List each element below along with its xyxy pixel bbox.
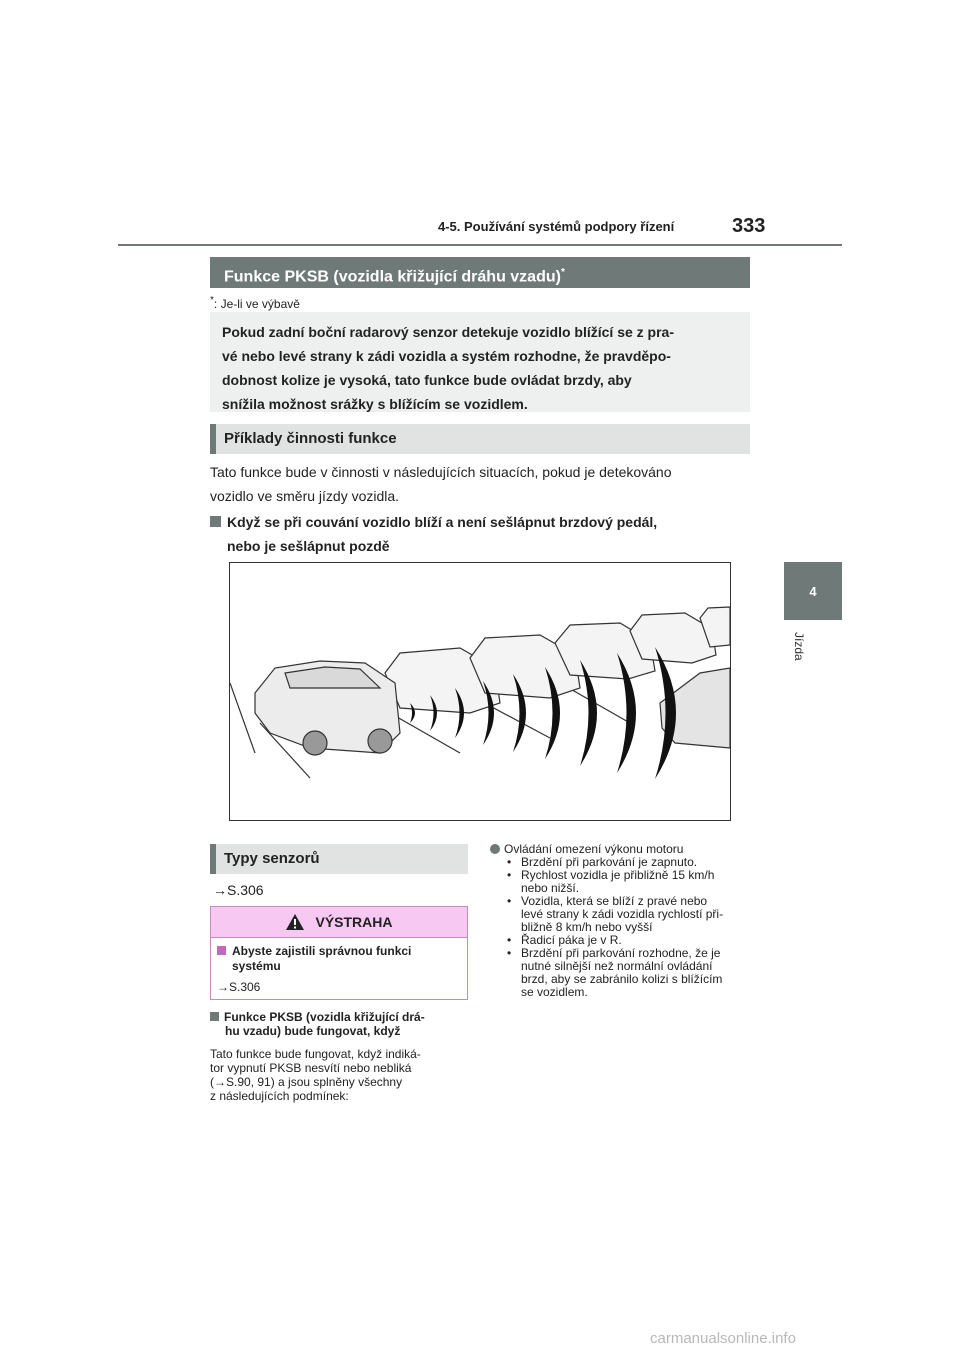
bullet-line: bližně 8 km/h nebo vyšší — [521, 920, 653, 934]
page-number: 333 — [732, 215, 766, 237]
bullet-line: Rychlost vozidla je přibližně 15 km/h — [521, 868, 715, 882]
warning-box — [210, 906, 468, 1000]
bullet-line: brzd, aby se zabránilo kolizi s blížícím — [521, 972, 723, 986]
warning-item — [217, 944, 461, 974]
section-title: 4-5. Používání systémů podpory řízení — [438, 219, 675, 234]
main-heading — [210, 257, 750, 288]
conditions-line: z následujících podmínek: — [210, 1089, 349, 1103]
engine-limit-section — [490, 843, 760, 999]
bullet-line: nebo nižší. — [521, 881, 580, 895]
main-heading-text: Funkce PKSB (vozidla křižující dráhu vzadu) — [224, 268, 561, 286]
examples-text — [210, 460, 750, 508]
main-heading-mark: * — [560, 267, 565, 278]
warning-triangle-icon — [285, 913, 305, 931]
intro-line: dobnost kolize je vysoká, tato funkce bude ovládat brzdy, aby — [222, 372, 632, 388]
warning-ref-link[interactable]: →S.306 — [217, 980, 261, 994]
warning-title: VÝSTRAHA — [315, 914, 393, 930]
bullet-line: Řadicí páka je v R. — [521, 933, 622, 947]
case-heading-line: Když se při couvání vozidlo blíží a není sešlápnut brzdový pedál, — [227, 514, 658, 530]
bullet-line: Brzdění při parkování je zapnuto. — [521, 855, 698, 869]
intro-line: snížila možnost srážky s blížícím se vozidlem. — [222, 396, 528, 412]
rear-cross-traffic-illustration — [229, 562, 731, 821]
header-rule — [118, 244, 842, 246]
examples-line: vozidlo ve směru jízdy vozidla. — [210, 488, 400, 504]
conditions-heading-line: hu vzadu) bude fungovat, když — [225, 1024, 401, 1038]
footnote-text: : Je-li ve výbavě — [213, 297, 300, 311]
sensor-ref-link[interactable]: →S.306 — [213, 882, 264, 898]
square-bullet-icon — [210, 516, 221, 527]
engine-limit-heading-text: Ovládání omezení výkonu motoru — [504, 842, 684, 856]
conditions-line: tor vypnutí PKSB nesvítí nebo nebliká — [210, 1061, 412, 1075]
parking-scene-image — [230, 563, 730, 820]
chapter-label: Jízda — [792, 632, 806, 661]
bullet-line: Brzdění při parkování rozhodne, že je — [521, 946, 721, 960]
conditions-heading-line: Funkce PKSB (vozidla křižující drá- — [224, 1010, 425, 1024]
bullet-line: Vozidla, která se blíží z pravé nebo — [521, 894, 708, 908]
conditions-heading — [210, 1010, 468, 1038]
examples-heading: Příklady činnosti funkce — [210, 424, 750, 454]
footnote-mark: * — [210, 295, 214, 306]
watermark: carmanualsonline.info — [650, 1330, 796, 1347]
warning-body — [211, 938, 467, 995]
condition-bullet — [490, 947, 760, 999]
chapter-tab[interactable]: 4 — [784, 562, 842, 620]
footnote — [210, 295, 300, 311]
warning-header — [211, 907, 467, 938]
bullet-line: nutné silnější než normální ovládání — [521, 959, 713, 973]
bullet-line: se vozidlem. — [521, 985, 588, 999]
examples-line: Tato funkce bude v činnosti v následujících situacích, pokud je detekováno — [210, 464, 672, 480]
intro-box — [210, 312, 750, 412]
sensor-types-heading: Typy senzorů — [210, 844, 468, 874]
case-heading — [210, 510, 750, 558]
square-bullet-icon — [217, 946, 226, 955]
condition-bullet — [490, 895, 760, 934]
case-heading-line: nebo je sešlápnut pozdě — [227, 538, 390, 554]
warning-item-title: Abyste zajistili správnou funkci systému — [232, 944, 412, 973]
conditions-line: Tato funkce bude fungovat, když indiká- — [210, 1047, 421, 1061]
conditions-text — [210, 1047, 468, 1103]
circle-bullet-icon — [490, 844, 500, 854]
square-bullet-icon — [210, 1012, 219, 1021]
condition-bullet — [490, 869, 760, 895]
bullet-line: levé strany k zádi vozidla rychlostí při- — [521, 907, 724, 921]
intro-line: vé nebo levé strany k zádi vozidla a systém rozhodne, že pravděpo- — [222, 348, 671, 364]
conditions-line: (→S.90, 91) a jsou splněny všechny — [210, 1075, 403, 1089]
intro-line: Pokud zadní boční radarový senzor detekuje vozidlo blížící se z pra- — [222, 324, 674, 340]
